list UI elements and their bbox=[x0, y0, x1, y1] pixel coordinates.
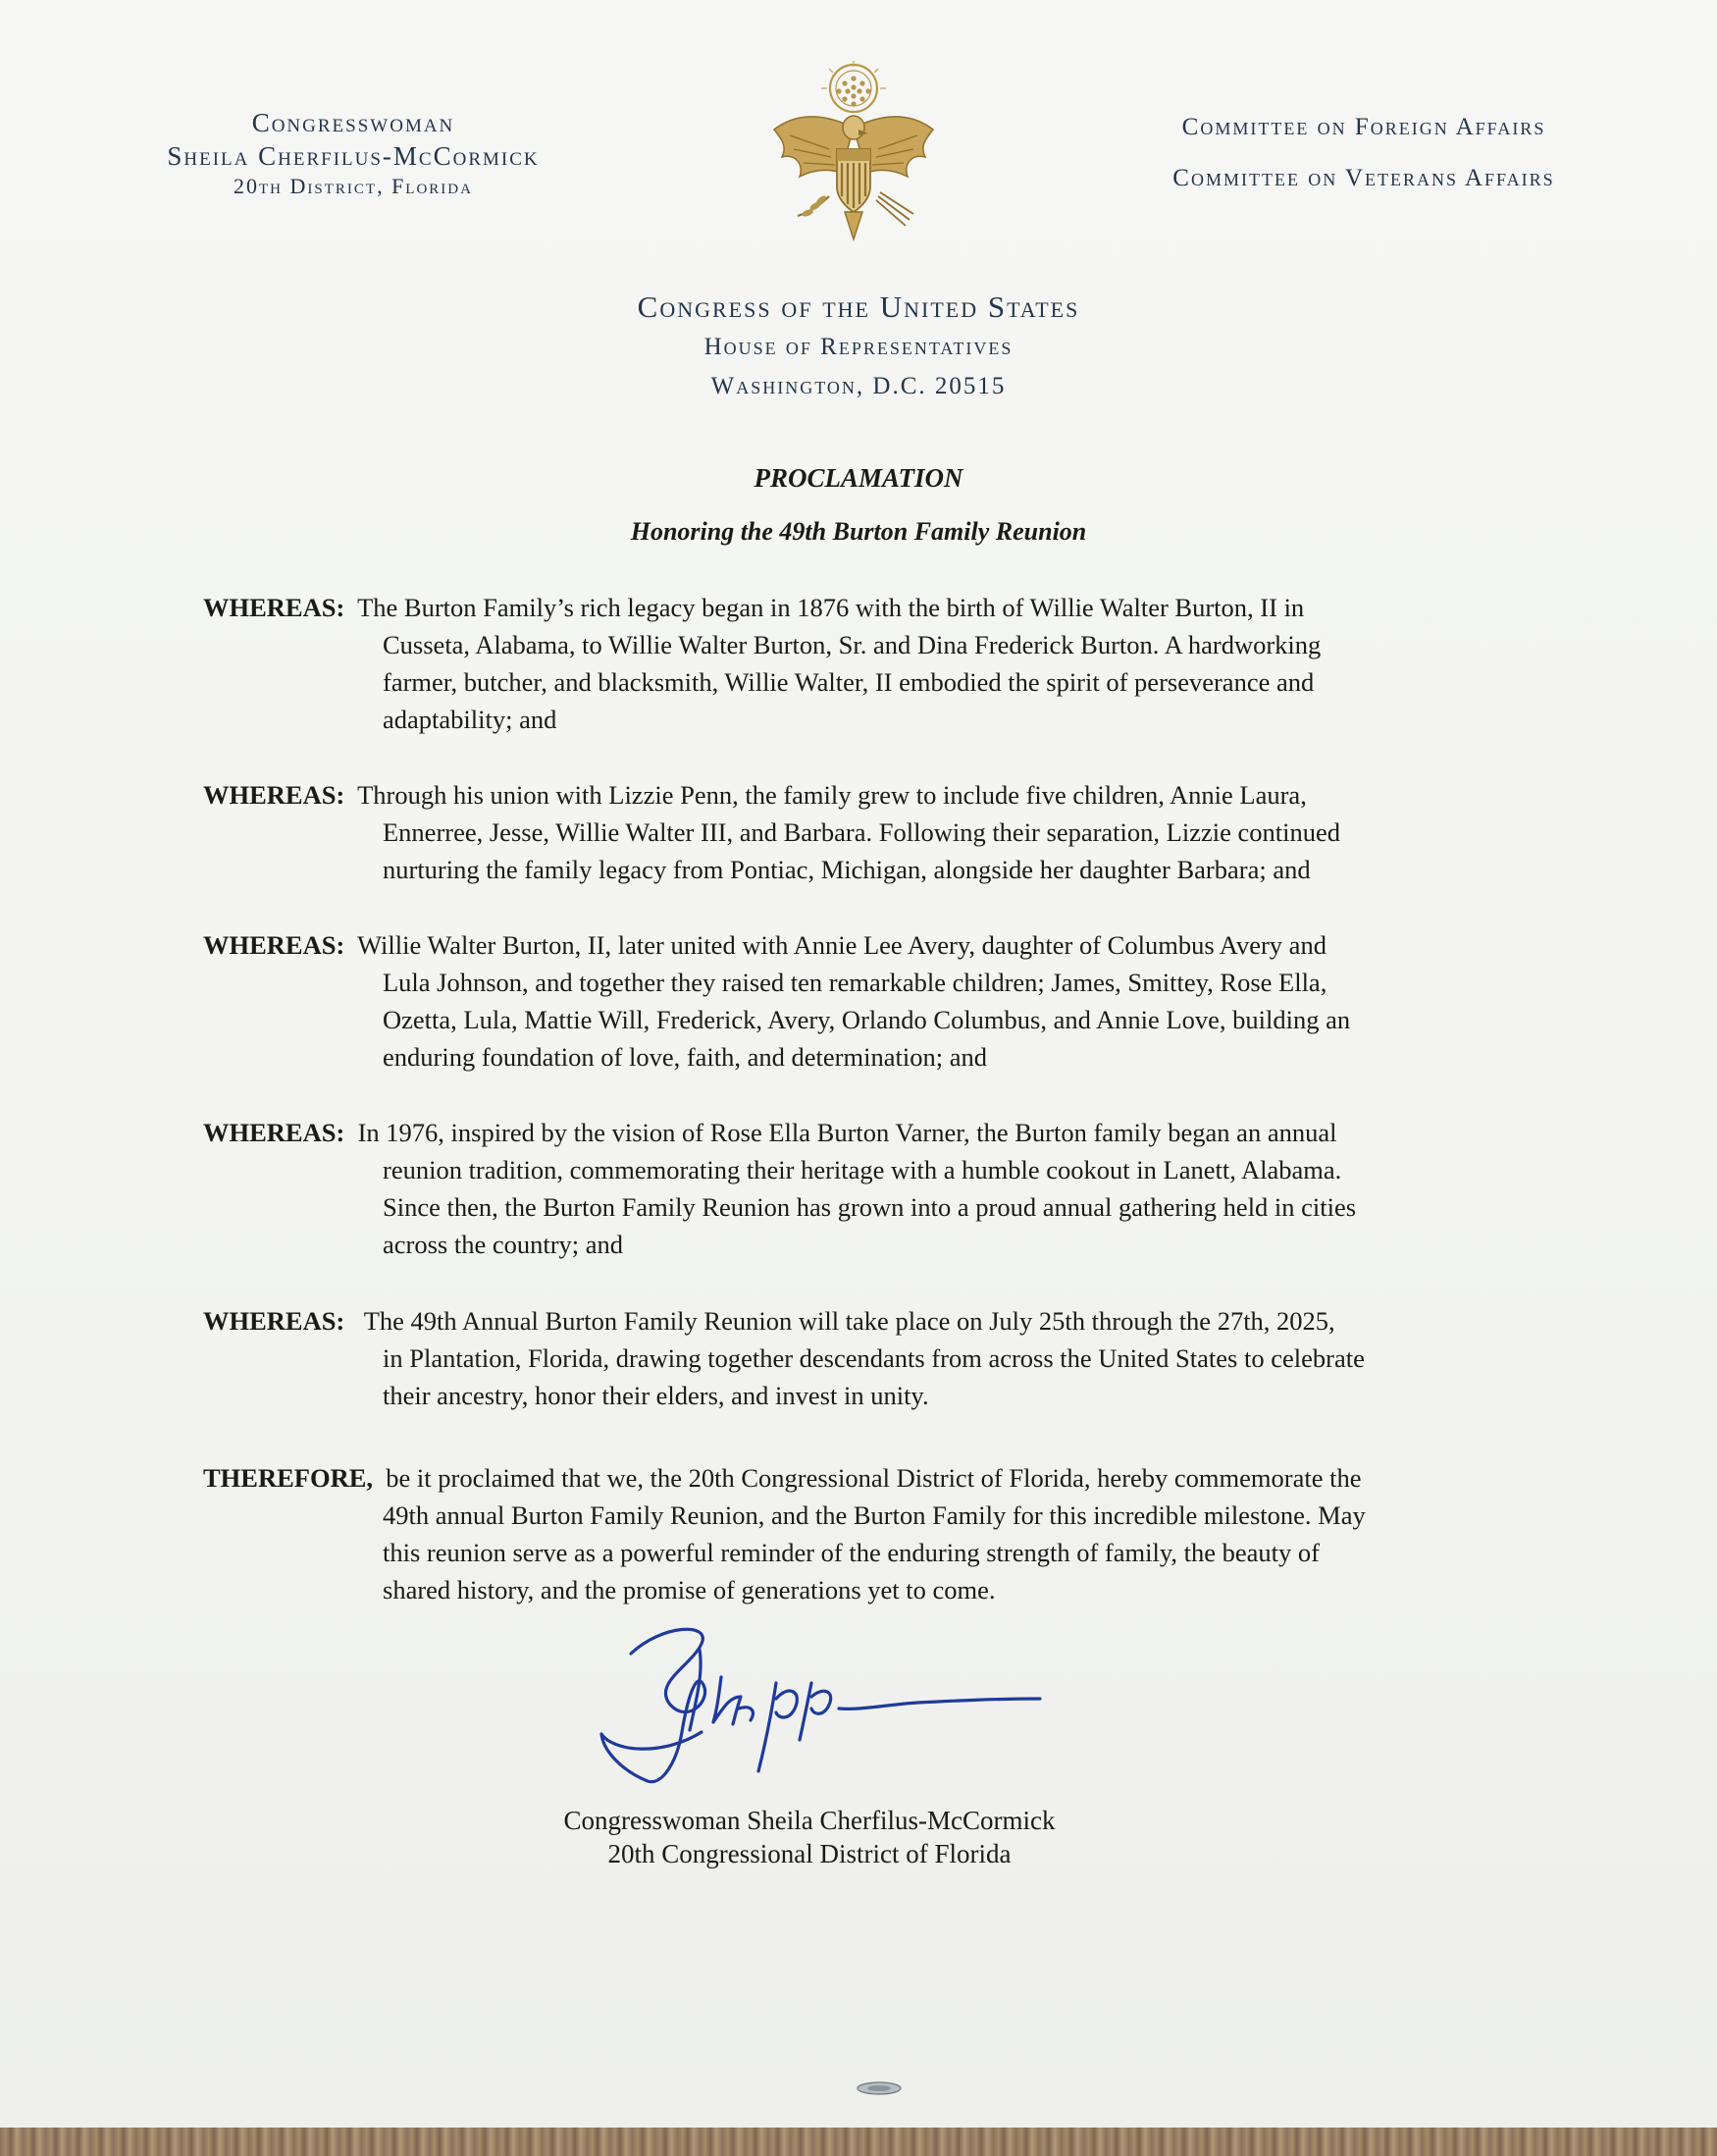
signatory-name: Congresswoman Sheila Cherfilus-McCormick bbox=[563, 1806, 1056, 1835]
clause-line: reunion tradition, commemorating their heritage with a humble cookout in Lanett, Alabama. bbox=[383, 1155, 1342, 1184]
clause-line bbox=[203, 1114, 1528, 1151]
clause-line bbox=[203, 589, 1528, 626]
clause-label: WHEREAS: bbox=[203, 1118, 345, 1147]
clause-line: Ennerree, Jesse, Willie Walter III, and Barbara. Following their separation, Lizzie continued bbox=[383, 817, 1340, 847]
congress-name: Congress of the United States bbox=[637, 289, 1080, 324]
clause-line: shared history, and the promise of generations yet to come. bbox=[383, 1575, 996, 1604]
whereas-clause-4 bbox=[203, 1114, 1528, 1263]
proclamation-subtitle: Honoring the 49th Burton Family Reunion bbox=[630, 517, 1087, 546]
congress-heading bbox=[466, 287, 1251, 406]
whereas-clause-5 bbox=[203, 1302, 1528, 1414]
clause-line: enduring foundation of love, faith, and determination; and bbox=[383, 1042, 987, 1072]
clause-label: WHEREAS: bbox=[203, 930, 345, 960]
clause-line bbox=[203, 926, 1528, 964]
clause-line: Cusseta, Alabama, to Willie Walter Burton, Sr. and Dina Frederick Burton. A hardworking bbox=[383, 630, 1322, 659]
handwritten-signature bbox=[594, 1614, 1055, 1806]
paper-watermark-icon bbox=[850, 2078, 909, 2098]
clause-line: in Plantation, Florida, drawing together descendants from across the United States to celebrate bbox=[383, 1343, 1365, 1373]
clause-label: THEREFORE, bbox=[203, 1463, 374, 1493]
proclamation-title: PROCLAMATION bbox=[754, 463, 963, 493]
whereas-clause-3 bbox=[203, 926, 1528, 1076]
clause-text: Through his union with Lizzie Penn, the family grew to include five children, Annie Laura, bbox=[357, 780, 1307, 810]
clause-line: Since then, the Burton Family Reunion has grown into a proud annual gathering held in cities bbox=[383, 1192, 1357, 1222]
clause-label: WHEREAS: bbox=[203, 593, 345, 622]
clause-line bbox=[203, 1459, 1528, 1497]
clause-label: WHEREAS: bbox=[203, 780, 345, 810]
clause-line: this reunion serve as a powerful reminder of the enduring strength of family, the beauty of bbox=[383, 1538, 1320, 1567]
chamber-name: House of Representatives bbox=[703, 334, 1014, 360]
clause-line bbox=[203, 776, 1528, 814]
clause-line: their ancestry, honor their elders, and invest in unity. bbox=[383, 1381, 929, 1410]
whereas-clause-1 bbox=[203, 589, 1528, 738]
clause-line: farmer, butcher, and blacksmith, Willie Walter, II embodied the spirit of perseverance and bbox=[383, 667, 1315, 697]
clause-text: In 1976, inspired by the vision of Rose Ella Burton Varner, the Burton family began an annual bbox=[357, 1118, 1337, 1147]
clause-label: WHEREAS: bbox=[203, 1306, 345, 1336]
signatory-block bbox=[466, 1804, 1153, 1870]
committee-veterans-affairs: Committee on Veterans Affairs bbox=[1172, 165, 1555, 191]
great-seal-eagle-icon bbox=[760, 59, 947, 255]
clause-line: nurturing the family legacy from Pontiac, Michigan, alongside her daughter Barbara; and bbox=[383, 855, 1311, 884]
clause-text: be it proclaimed that we, the 20th Congressional District of Florida, hereby commemorate the bbox=[386, 1463, 1362, 1493]
clause-line bbox=[203, 1302, 1528, 1340]
table-surface-edge bbox=[0, 2128, 1717, 2156]
letterhead-committees bbox=[1089, 102, 1639, 204]
clause-line: across the country; and bbox=[383, 1230, 624, 1259]
signatory-district: 20th Congressional District of Florida bbox=[607, 1839, 1012, 1868]
office-address: Washington, D.C. 20515 bbox=[710, 373, 1007, 399]
clause-line: 49th annual Burton Family Reunion, and the Burton Family for this incredible milestone. May bbox=[383, 1500, 1366, 1530]
clause-line: Lula Johnson, and together they raised ten remarkable children; James, Smittey, Rose Ella, bbox=[383, 968, 1327, 997]
member-title: Congresswoman bbox=[251, 108, 455, 137]
member-name: Sheila Cherfilus-McCormick bbox=[167, 141, 540, 171]
letterhead-member-block bbox=[88, 106, 618, 200]
whereas-clause-2 bbox=[203, 776, 1528, 888]
clause-line: Ozetta, Lula, Mattie Will, Frederick, Avery, Orlando Columbus, and Annie Love, building an bbox=[383, 1005, 1351, 1034]
clause-text: Willie Walter Burton, II, later united with Annie Lee Avery, daughter of Columbus Avery and bbox=[357, 930, 1327, 960]
committee-foreign-affairs: Committee on Foreign Affairs bbox=[1181, 114, 1546, 140]
clause-text: The 49th Annual Burton Family Reunion will take place on July 25th through the 27th, 2025, bbox=[363, 1306, 1335, 1336]
therefore-clause bbox=[203, 1459, 1528, 1608]
member-district: 20th District, Florida bbox=[234, 174, 473, 198]
clause-line: adaptability; and bbox=[383, 705, 557, 734]
clause-text: The Burton Family’s rich legacy began in 1876 with the birth of Willie Walter Burton, II in bbox=[357, 593, 1305, 622]
